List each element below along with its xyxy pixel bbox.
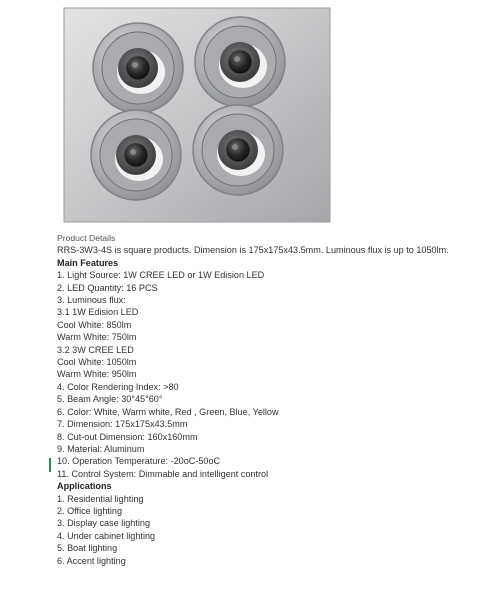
application-item: 3. Display case lighting	[57, 518, 151, 529]
feature-item: 4. Color Rendering Index: >80	[57, 381, 179, 392]
feature-item: 5. Beam Angle: 30°45°60°	[57, 394, 163, 405]
feature-item: 1. Light Source: 1W CREE LED or 1W Edision LED	[57, 270, 265, 281]
lamp-head-4	[193, 105, 283, 195]
product-photo	[0, 0, 498, 232]
application-item: 6. Accent lighting	[57, 555, 126, 566]
feature-item: 10. Operation Temperature: -20oC-50oC	[57, 456, 221, 467]
lamp-head-3	[91, 110, 181, 200]
feature-item: 6. Color: White, Warm white, Red , Green, Blue, Yellow	[57, 406, 279, 417]
feature-item: 3. Luminous flux:	[57, 295, 126, 306]
feature-item: 3.1 1W Edision LED	[57, 307, 139, 318]
feature-item: 11. Control System: Dimmable and intelligent control	[57, 468, 269, 479]
feature-item: Cool White: 1050lm	[57, 357, 137, 368]
feature-item: 9. Material: Aluminum	[57, 443, 145, 454]
section-caption: Product Details	[57, 233, 116, 243]
lamp-head-2	[195, 17, 285, 107]
feature-item: 3.2 3W CREE LED	[57, 344, 134, 355]
feature-item: 8. Cut-out Dimension: 160x160mm	[57, 431, 198, 442]
application-item: 5. Boat lighting	[57, 543, 118, 554]
features-list	[57, 269, 492, 480]
applications-list	[57, 493, 492, 567]
product-intro: RRS-3W3-4S is square products. Dimension is 175x175x43.5mm. Luminous flux is up to 1050lm.	[57, 245, 449, 256]
feature-item: Warm White: 750lm	[57, 332, 137, 343]
left-accent-bar	[49, 458, 51, 472]
feature-item: Cool White: 850lm	[57, 319, 132, 330]
feature-item: Warm White: 950lm	[57, 369, 137, 380]
application-item: 2. Office lighting	[57, 505, 123, 516]
application-item: 4. Under cabinet lighting	[57, 530, 156, 541]
feature-item: 2. LED Quantity: 16 PCS	[57, 282, 158, 293]
lamp-head-1	[93, 23, 183, 113]
product-details	[57, 232, 492, 567]
application-item: 1. Residential lighting	[57, 493, 144, 504]
feature-item: 7. Dimension: 175x175x43.5mm	[57, 419, 188, 430]
applications-heading: Applications	[57, 481, 112, 492]
features-heading: Main Features	[57, 257, 119, 268]
